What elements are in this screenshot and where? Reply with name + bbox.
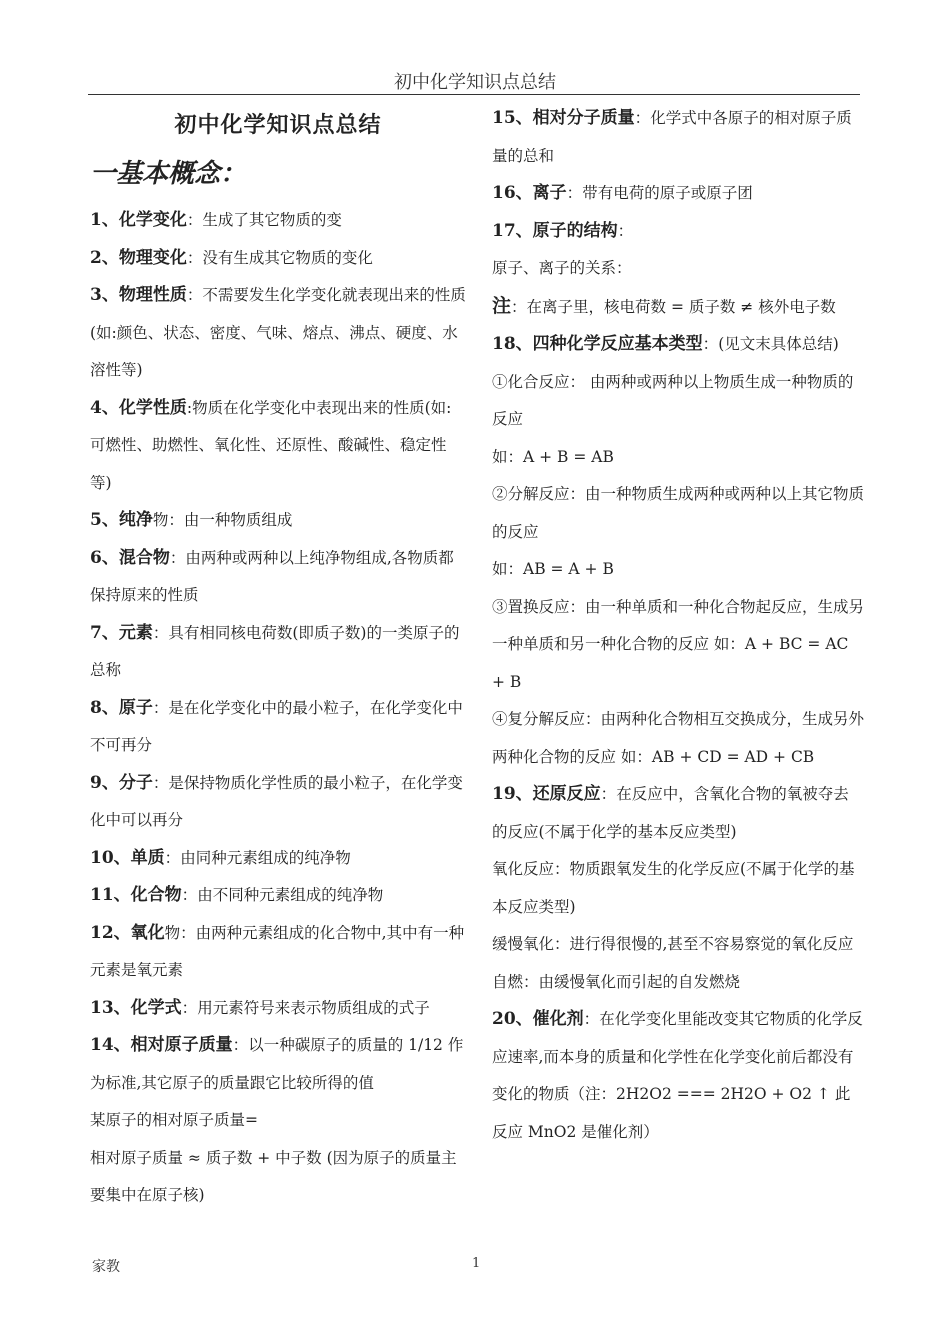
right-column xyxy=(492,100,864,1151)
item-separator: ： xyxy=(511,297,527,316)
section-heading: 一基本概念： xyxy=(90,159,247,189)
definition-item xyxy=(90,1140,466,1215)
item-number: 13、 xyxy=(90,997,131,1018)
item-separator: ： xyxy=(186,211,203,229)
definition-item xyxy=(492,776,864,851)
item-number: 7、 xyxy=(90,622,119,643)
definition-item xyxy=(492,288,864,327)
item-term: 相对原子质量 xyxy=(130,1035,233,1055)
definition-item xyxy=(492,964,864,1002)
item-number: 17、 xyxy=(492,220,533,241)
item-text: 自燃：由缓慢氧化而引起的自发燃烧 xyxy=(492,972,741,991)
item-number: 9、 xyxy=(90,772,119,793)
definition-item xyxy=(90,915,466,990)
item-text: 带有电荷的原子或原子团 xyxy=(582,184,753,202)
left-column xyxy=(90,100,466,1215)
definition-item xyxy=(90,390,466,503)
item-separator: : xyxy=(186,398,193,417)
item-separator: ： xyxy=(583,1010,600,1028)
item-text: (如:颜色、状态、密度、气味、熔点、沸点、硬度、水溶性等) xyxy=(90,323,458,379)
item-text: ③置换反应：由一种单质和一种化合物起反应，生成另一种单质和另一种化合物的反应 如：A + BC = AC + B xyxy=(492,597,865,691)
definition-item xyxy=(492,175,864,213)
item-text: 原子、离子的关系： xyxy=(492,259,632,277)
right-items xyxy=(492,100,864,1151)
item-separator: ： xyxy=(566,184,583,202)
item-term: 还原反应 xyxy=(532,784,601,804)
item-number: 11、 xyxy=(90,885,131,905)
item-number: 8、 xyxy=(90,697,119,718)
item-number: 3、 xyxy=(90,285,119,305)
item-separator: ： xyxy=(232,1036,249,1054)
footer-label: 家教 xyxy=(92,1259,120,1275)
item-separator: ： xyxy=(617,221,634,240)
item-text: 具有相同核电荷数(即质子数)的一类原子的总称 xyxy=(90,623,460,679)
item-term: 分子 xyxy=(118,772,153,793)
definition-item xyxy=(492,926,864,964)
item-term: 原子的结构 xyxy=(532,220,618,241)
item-text: 相对原子质量 ≈ 质子数 + 中子数 (因为原子的质量主要集中在原子核) xyxy=(90,1148,457,1204)
definition-item xyxy=(90,765,466,840)
document-title: 初中化学知识点总结 xyxy=(174,112,382,138)
page-number: 1 xyxy=(472,1256,481,1271)
definition-item xyxy=(90,1027,466,1102)
item-text: 由同种元素组成的纯净物 xyxy=(180,848,351,867)
item-number: 14、 xyxy=(90,1035,131,1055)
definition-item xyxy=(90,1102,466,1140)
item-number: 2、 xyxy=(90,247,119,268)
item-term: 离子 xyxy=(532,183,567,203)
definition-item xyxy=(492,100,864,175)
item-term: 原子 xyxy=(118,697,153,718)
item-separator: ： xyxy=(152,698,169,717)
item-number: 5、 xyxy=(90,510,119,530)
item-number: 1、 xyxy=(90,210,119,230)
definition-item xyxy=(492,326,864,364)
item-text: ②分解反应：由一种物质生成两种或两种以上其它物质的反应 xyxy=(492,485,865,541)
item-term: 物理性质 xyxy=(118,285,187,305)
item-text: 某原子的相对原子质量= xyxy=(90,1111,258,1129)
item-text: 用元素符号来表示物质组成的式子 xyxy=(197,998,430,1017)
definition-item xyxy=(492,439,864,477)
item-number: 16、 xyxy=(492,183,533,203)
definition-item xyxy=(90,615,466,690)
item-term: 化学式 xyxy=(130,997,182,1018)
item-number: 15、 xyxy=(492,108,533,128)
item-text: 没有生成其它物质的变化 xyxy=(202,248,373,267)
definition-item xyxy=(90,502,466,540)
item-term: 混合物 xyxy=(118,547,170,568)
item-term: 物理变化 xyxy=(118,247,187,268)
item-text: 是在化学变化中的最小粒子，在化学变化中不可再分 xyxy=(90,698,463,754)
item-number: 4、 xyxy=(90,397,119,418)
item-text: 物：由两种元素组成的化合物中,其中有一种元素是氧元素 xyxy=(90,923,465,979)
item-text: 在反应中，含氧化合物的氧被夺去的反应(不属于化学的基本反应类型) xyxy=(492,785,849,841)
item-separator: ： xyxy=(164,848,181,867)
definition-item xyxy=(90,840,466,878)
item-term: 化学变化 xyxy=(118,210,187,230)
item-text: 生成了其它物质的变 xyxy=(202,211,342,229)
definition-item xyxy=(90,877,466,915)
item-number: 19、 xyxy=(492,784,533,804)
item-text: 物：由一种物质组成 xyxy=(152,511,293,529)
item-term: 氧化 xyxy=(130,922,165,943)
item-separator: ： xyxy=(152,773,169,792)
item-separator: ： xyxy=(181,886,198,904)
definition-item xyxy=(90,990,466,1028)
item-text: ①化合反应： 由两种或两种以上物质生成一种物质的反应 xyxy=(492,372,854,428)
item-term: 注 xyxy=(492,294,512,317)
header-rule xyxy=(88,94,860,95)
item-text: 氧化反应：物质跟氧发生的化学反应(不属于化学的基本反应类型) xyxy=(492,860,855,916)
definition-item xyxy=(492,364,864,439)
item-text: 如：A + B = AB xyxy=(492,447,614,466)
item-term: 纯净 xyxy=(118,510,153,530)
definition-item xyxy=(492,1001,864,1151)
definition-item xyxy=(492,476,864,551)
item-term: 相对分子质量 xyxy=(532,108,635,128)
item-text: 物质在化学变化中表现出来的性质(如:可燃性、助燃性、氧化性、还原性、酸碱性、稳定性等) xyxy=(90,398,452,492)
definition-item xyxy=(492,551,864,589)
item-text: 在离子里，核电荷数 = 质子数 ≠ 核外电子数 xyxy=(526,297,836,316)
left-items xyxy=(90,202,466,1215)
item-text: 化学式中各原子的相对原子质量的总和 xyxy=(492,109,852,165)
item-text: 如：AB = A + B xyxy=(492,560,614,578)
item-text: 以一种碳原子的质量的 1/12 作为标准,其它原子的质量跟它比较所得的值 xyxy=(90,1036,464,1092)
item-number: 6、 xyxy=(90,547,119,568)
item-text: 是保持物质化学性质的最小粒子，在化学变化中可以再分 xyxy=(90,773,463,829)
item-text: 缓慢氧化：进行得很慢的,甚至不容易察觉的氧化反应 xyxy=(492,935,854,953)
item-text: (见文末具体总结) xyxy=(718,335,839,353)
item-number: 10、 xyxy=(90,847,131,868)
item-number: 20、 xyxy=(492,1009,533,1029)
item-text: 不需要发生化学变化就表现出来的性质 xyxy=(202,286,466,304)
item-term: 催化剂 xyxy=(532,1009,584,1029)
item-term: 单质 xyxy=(130,847,165,868)
item-text: ④复分解反应：由两种化合物相互交换成分，生成另外两种化合物的反应 如：AB + CD = AD + CB xyxy=(492,710,865,766)
definition-item xyxy=(90,315,466,390)
item-term: 化合物 xyxy=(130,885,182,905)
item-text: 由两种或两种以上纯净物组成,各物质都保持原来的性质 xyxy=(90,548,454,604)
item-text: 在化学变化里能改变其它物质的化学反应速率,而本身的质量和化学性在化学变化前后都没有变化的物质（注：2H2O2 === 2H2O + O2 ↑ 此反应 MnO2 是催化剂） xyxy=(492,1010,863,1141)
item-separator: ： xyxy=(169,548,186,567)
definition-item xyxy=(492,851,864,926)
page-header-title: 初中化学知识点总结 xyxy=(394,72,556,93)
item-separator: ： xyxy=(634,109,651,127)
item-separator: ： xyxy=(702,335,719,353)
definition-item xyxy=(492,589,864,702)
item-separator: ： xyxy=(186,248,203,267)
definition-item xyxy=(90,240,466,278)
definition-item xyxy=(492,213,864,251)
item-separator: ： xyxy=(181,998,198,1017)
item-number: 12、 xyxy=(90,922,131,943)
item-term: 四种化学反应基本类型 xyxy=(532,334,703,354)
item-text: 由不同种元素组成的纯净物 xyxy=(197,886,384,904)
definition-item xyxy=(492,701,864,776)
definition-item xyxy=(492,250,864,288)
definition-item xyxy=(90,540,466,615)
item-separator: ： xyxy=(152,623,169,642)
item-term: 元素 xyxy=(118,622,153,643)
definition-item xyxy=(90,690,466,765)
definition-item xyxy=(90,202,466,240)
item-number: 18、 xyxy=(492,334,533,354)
item-separator: ： xyxy=(186,286,203,304)
item-separator: ： xyxy=(600,785,617,803)
item-term: 化学性质 xyxy=(118,397,187,418)
definition-item xyxy=(90,277,466,315)
